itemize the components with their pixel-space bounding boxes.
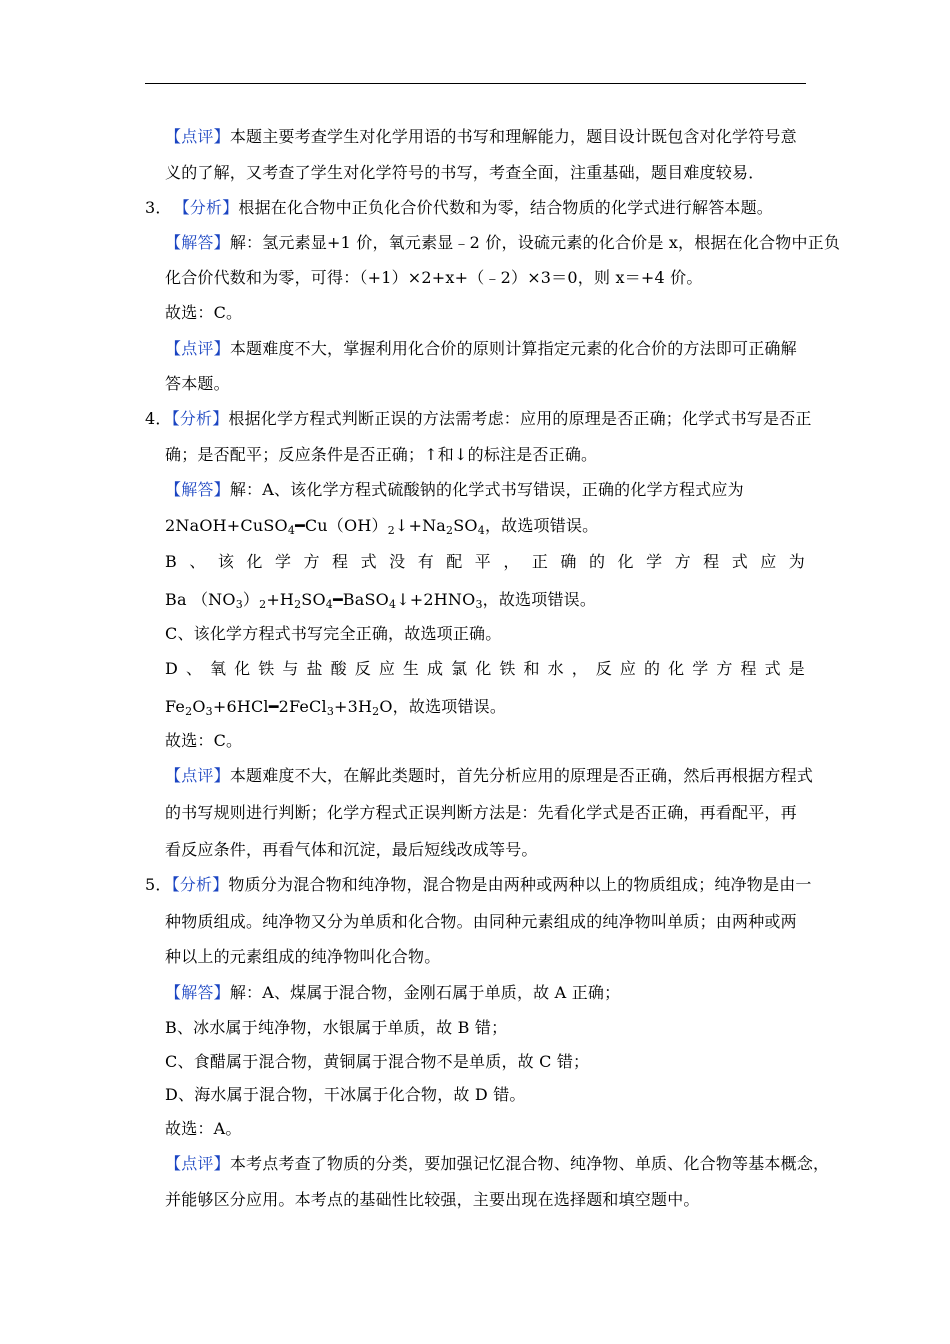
b-char: 为 xyxy=(788,552,805,571)
b-char: 应 xyxy=(760,552,777,571)
review-tag: 【点评】 xyxy=(165,339,230,358)
b-char: 有 xyxy=(417,552,434,571)
question-number: 3． xyxy=(145,198,172,217)
d-char: 水 xyxy=(547,659,564,678)
b-char: ， xyxy=(503,552,520,571)
b-char: 、 xyxy=(189,552,206,571)
b-char: 配 xyxy=(446,552,463,571)
q4-equation-a: $2NaOH+CuSO_4━Cu(OH)_2↓+Na_2SO_4$，故选项错误。 xyxy=(165,516,599,537)
analysis-tag: 【分析】 xyxy=(171,875,229,894)
q4-review-line-3: 看反应条件，再看气体和沉淀，最后短线改成等号。 xyxy=(165,840,538,859)
q5-analysis-line-2: 种物质组成。纯净物又分为单质和化合物。由同种元素组成的纯净物叫单质；由两种或两 xyxy=(165,912,797,931)
q4-review-line-1: 【点评】本题难度不大，在解此类题时，首先分析应用的原理是否正确，然后再根据方程式 xyxy=(165,766,814,785)
q4-review-line-2: 的书写规则进行判断；化学方程式正误判断方法是：先看化学式是否正确，再看配平，再 xyxy=(165,803,797,822)
b-char: 正 xyxy=(531,552,549,571)
d-char: 反 xyxy=(354,659,371,678)
d-char: 酸 xyxy=(330,659,347,678)
d-char: 铁 xyxy=(499,659,516,678)
q5-review-line-1: 【点评】本考点考查了物质的分类，要加强记忆混合物、纯净物、单质、化合物等基本概念， xyxy=(165,1154,830,1173)
b-char: 程 xyxy=(703,552,720,571)
q4-answer-line-1: 【解答】解：A、该化学方程式硫酸钠的化学式书写错误，正确的化学方程式应为 xyxy=(165,480,744,499)
q5-analysis-line-1: 5．【分析】物质分为混合物和纯净物，混合物是由两种或两种以上的物质组成；纯净物是由一 xyxy=(145,875,812,894)
q4-option-d-line xyxy=(165,659,805,679)
question-number: 4． xyxy=(145,409,172,428)
q3-choice: 故选：C。 xyxy=(165,303,243,322)
d-char: 方 xyxy=(716,659,733,678)
b-char: 的 xyxy=(588,552,606,571)
d-char: 是 xyxy=(788,659,805,678)
q5-option-d-line: D、海水属于混合物，干冰属于化合物，故 D 错。 xyxy=(165,1085,526,1104)
q5-option-b-line: B、冰水属于纯净物，水银属于单质，故 B 错； xyxy=(165,1018,508,1037)
q3-review-line-1: 【点评】本题难度不大，掌握利用化合价的原则计算指定元素的化合价的方法即可正确解 xyxy=(165,339,797,358)
q4-choice: 故选：C。 xyxy=(165,731,243,750)
b-char: 方 xyxy=(674,552,691,571)
question-number: 5． xyxy=(145,875,172,894)
d-char: 的 xyxy=(644,659,661,678)
review-tag: 【点评】 xyxy=(165,1154,230,1173)
d-char: 与 xyxy=(282,659,299,678)
b-char: 式 xyxy=(360,552,377,571)
review-tag: 【点评】 xyxy=(165,127,230,146)
answer-tag: 【解答】 xyxy=(165,233,230,252)
q5-analysis-line-3: 种以上的元素组成的纯净物叫化合物。 xyxy=(165,947,441,966)
d-char: 生 xyxy=(402,659,420,678)
d-char: D xyxy=(165,659,179,678)
d-char: 氧 xyxy=(210,659,227,678)
review-tag: 【点评】 xyxy=(165,766,230,785)
d-char: 学 xyxy=(692,659,709,678)
d-char: 化 xyxy=(475,659,492,678)
analysis-tag: 【分析】 xyxy=(181,198,239,217)
d-char: 铁 xyxy=(258,659,275,678)
d-char: 程 xyxy=(740,659,757,678)
b-char: 方 xyxy=(303,552,320,571)
d-char: 盐 xyxy=(306,659,323,678)
d-char: 式 xyxy=(764,659,781,678)
q4-equation-d: $Fe_2O_3+6HCl━2FeCl_3+3H_2O$，故选项错误。 xyxy=(165,697,507,718)
q5-choice: 故选：A。 xyxy=(165,1119,242,1138)
b-char: 该 xyxy=(217,552,235,571)
q2-review-line-2: 义的了解，又考查了学生对化学符号的书写，考查全面，注重基础，题目难度较易． xyxy=(165,163,765,182)
q5-option-c-line: C、食醋属于混合物，黄铜属于混合物不是单质，故 C 错； xyxy=(165,1052,590,1071)
analysis-tag: 【分析】 xyxy=(171,409,229,428)
b-char: 程 xyxy=(332,552,349,571)
b-char: B xyxy=(165,552,177,571)
q4-analysis-line-2: 确；是否配平；反应条件是否正确；↑和↓的标注是否正确。 xyxy=(165,445,598,464)
header-rule xyxy=(145,83,806,84)
q3-review-line-2: 答本题。 xyxy=(165,374,230,393)
d-char: 应 xyxy=(619,659,637,678)
q5-review-line-2: 并能够区分应用。本考点的基础性比较强，主要出现在选择题和填空题中。 xyxy=(165,1190,700,1209)
answer-tag: 【解答】 xyxy=(165,983,230,1002)
q4-equation-b: Ba $(NO_3)_2+H_2SO_4━BaSO_4↓+2HNO_3$，故选项错误。 xyxy=(165,590,597,611)
d-char: 化 xyxy=(234,659,251,678)
b-char: 式 xyxy=(731,552,748,571)
d-char: 反 xyxy=(595,659,612,678)
q4-option-b-line xyxy=(165,552,805,572)
d-char: 和 xyxy=(523,659,540,678)
q3-answer-line-2: 化合价代数和为零，可得：（+1）×2+x+（﹣2）×3＝0，则 x＝+4 价。 xyxy=(165,268,703,287)
q4-analysis-line-1: 4．【分析】根据化学方程式判断正误的方法需考虑：应用的原理是否正确；化学式书写是否正 xyxy=(145,409,812,428)
q3-analysis-line: 3． 【分析】根据在化合物中正负化合价代数和为零，结合物质的化学式进行解答本题。 xyxy=(145,198,774,217)
b-char: 化 xyxy=(246,552,263,571)
d-char: 化 xyxy=(668,659,685,678)
d-char: 、 xyxy=(185,659,203,678)
q3-answer-line-1: 【解答】解：氢元素显+1 价，氧元素显﹣2 价，设硫元素的化合价是 x，根据在化合物中正负 xyxy=(165,233,841,252)
d-char: ， xyxy=(571,659,588,678)
d-char: 应 xyxy=(378,659,396,678)
q2-review-line-1: 【点评】本题主要考查学生对化学用语的书写和理解能力，题目设计既包含对化学符号意 xyxy=(165,127,797,146)
answer-tag: 【解答】 xyxy=(165,480,230,499)
b-char: 学 xyxy=(646,552,663,571)
d-char: 氯 xyxy=(451,659,468,678)
q4-option-c-line: C、该化学方程式书写完全正确，故选项正确。 xyxy=(165,624,502,643)
b-char: 确 xyxy=(560,552,577,571)
b-char: 平 xyxy=(474,552,491,571)
q5-answer-line-1: 【解答】解：A、煤属于混合物，金刚石属于单质，故 A 正确； xyxy=(165,983,621,1002)
b-char: 学 xyxy=(274,552,292,571)
d-char: 成 xyxy=(427,659,444,678)
b-char: 化 xyxy=(617,552,634,571)
b-char: 没 xyxy=(389,552,406,571)
